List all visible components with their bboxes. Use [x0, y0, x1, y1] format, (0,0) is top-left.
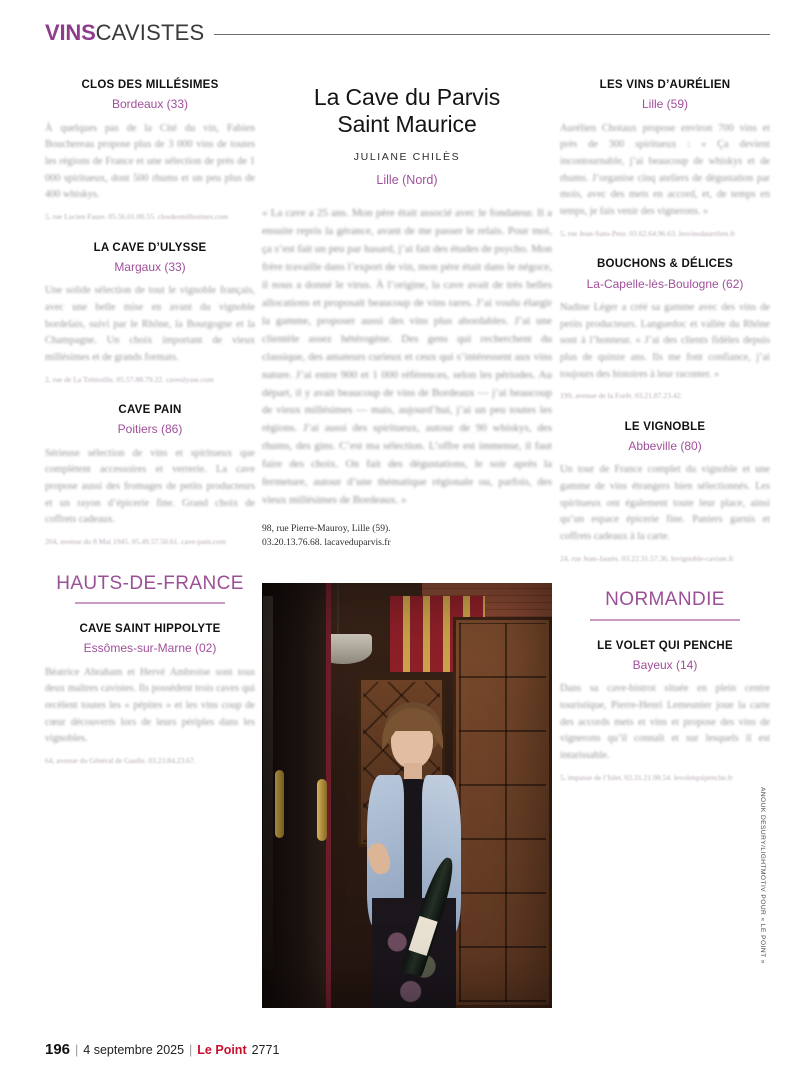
- shop-description: Nadine Léger a créé sa gamme avec des vins de petits producteurs. Languedoc et vallée du Rhône sont à l’honneur. « J’ai des clients fidèles depuis plus de quinze ans. Ils me font confiance, j’ai toujours des histoires à leur raconter. »: [560, 301, 770, 380]
- shop-city: La-Capelle-lès-Boulogne (62): [586, 276, 744, 291]
- footer-date: 4 septembre 2025: [83, 1043, 185, 1057]
- shop-name: LES VINS D’AURÉLIEN: [599, 79, 731, 91]
- shop-city: Bordeaux (33): [111, 97, 189, 112]
- shop-city: Bayeux (14): [632, 657, 698, 672]
- shop-description: Un tour de France complet du vignoble et une gamme de vins étrangers bien sélectionnés. Les spiritueux ont également toute leur place, ainsi qu’un espace épicerie fine. Paniers garnis et coffrets cadeaux à la carte.: [560, 464, 770, 543]
- shop-entry: [45, 241, 255, 386]
- shop-name: LE VIGNOBLE: [624, 420, 706, 433]
- region-divider: [75, 602, 225, 603]
- region-divider: [590, 619, 740, 620]
- shop-description: Aurélien Chotaux propose environ 700 vins et près de 300 spiritueux : « Ça devient incontournable, j’ai beaucoup de whiskys et de rhums. J’organise cinq ateliers de dégustation par mois, avec des mets en accord, et, de temps en temps, je fais venir des vignerons. »: [560, 122, 770, 218]
- left-column: [45, 78, 255, 784]
- shop-entry: [45, 622, 255, 767]
- footer-page-number: 196: [45, 1041, 71, 1058]
- shop-city: Essômes-sur-Marne (02): [83, 641, 217, 656]
- region-name: HAUTS-DE-FRANCE: [56, 572, 244, 594]
- shop-contact: 204, avenue du 8 Mai 1945. 05.49.57.50.61. cave-pain.com: [45, 537, 226, 547]
- feature-title: [262, 84, 552, 137]
- feature-photo: [262, 583, 552, 1008]
- shop-description: À quelques pas de la Cité du vin, Fabien Bouchereau propose plus de 3 000 vins de toutes les régions de France et une sélection de près de 1 000 spiritueux, dont 500 rhums et un peu plus de 400 whiskys.: [45, 122, 255, 201]
- shop-description: Béatrice Abraham et Hervé Ambroise sont tous deux maîtres cavistes. Ils possèdent trois caves qui recèlent toutes les « pépites » et les vins coup de cœur découverts lors de leurs périples dans les vignobles.: [45, 666, 255, 745]
- photo-canvas: [262, 583, 552, 1008]
- shop-city: Margaux (33): [114, 259, 186, 274]
- footer-brand: Le Point: [197, 1043, 247, 1057]
- feature-body: « La cave a 25 ans. Mon père était associé avec le fondateur. Il a ensuite repris la gérance, avant de me passer le relais. Pour moi, ça s’est fait un peu par hasard, j’ai fait des études de psycho. Mon frère travaille dans l’export de vin, mon père était dans le négoce, il nous a donné le virus. À l’origine, la cave avait de très belles allocations et proposait beaucoup de vins rares. J’ai voulu élargir la gamme, proposer aussi des vins plus abordables. J’ai une clientèle assez hétérogène. Des gens qui recherchent du classique, des amateurs curieux et ceux qui s’intéressent aux vins nature. J’ai entre 900 et 1 000 références, selon les périodes. Au départ, il y avait beaucoup de vins de Bordeaux — j’ai beaucoup de vieux millésimes — mais, aujourd’hui, j’ai un peu toutes les régions. J’ai aussi des spiritueux, autour de 90 whiskys, des rhums, des gins. C’est ma sélection. L’offre est immense, il faut faire des choix. On fait des dégustations, le soir après la fermeture, autour d’une thématique régionale ou, parfois, des vieux millésimes de Bordeaux. »: [262, 207, 552, 507]
- masthead: [45, 22, 770, 44]
- shop-city: Poitiers (86): [117, 422, 183, 437]
- shop-city: Lille (59): [641, 97, 689, 112]
- shop-name: LE VOLET QUI PENCHE: [597, 639, 733, 652]
- shop-description: Une solide sélection de tout le vignoble français, avec une belle mise en avant du vignoble bordelais, suivi par le Rhône, la Bourgogne et la Champagne. Un choix important de vieux millésimes et de grands formats.: [45, 285, 255, 363]
- shop-entry: [560, 420, 770, 565]
- shop-name: CAVE SAINT HIPPOLYTE: [79, 622, 221, 635]
- shop-contact: 64, avenue du Général de Gaulle. 03.23.84.23.67.: [45, 755, 196, 765]
- shop-contact: 5, rue Jean-Sans-Peur. 03.62.64.96.63. lesvinsdaurelien.fr: [560, 228, 736, 238]
- shop-city: Abbeville (80): [628, 439, 702, 454]
- footer-separator: |: [189, 1043, 193, 1057]
- shop-name: CLOS DES MILLÉSIMES: [81, 79, 219, 91]
- masthead-word-vins: VINS: [45, 20, 96, 45]
- shop-entry: [45, 78, 255, 223]
- feature-author: JULIANE CHILÈS: [353, 151, 461, 164]
- footer-issue-number: 2771: [251, 1043, 280, 1057]
- shop-entry: [560, 78, 770, 239]
- shop-entry: [45, 403, 255, 548]
- shop-entry: [560, 639, 770, 784]
- feature-title-line-2: Saint Maurice: [337, 110, 477, 137]
- feature-article: [262, 78, 552, 550]
- region-heading-hauts-de-france: [45, 574, 255, 604]
- feature-contact: [262, 522, 552, 550]
- feature-phone-web: 03.20.13.76.68. lacaveduparvis.fr: [262, 536, 391, 548]
- feature-title-line-1: La Cave du Parvis: [313, 84, 501, 110]
- feature-address: 98, rue Pierre-Mauroy, Lille (59).: [262, 523, 391, 535]
- shop-contact: 2, rue de La Trémoille. 05.57.88.79.22. caveulysse.com: [45, 374, 214, 384]
- shop-name: BOUCHONS & DÉLICES: [596, 258, 734, 271]
- shop-entry: [560, 257, 770, 402]
- masthead-word-cavistes: CAVISTES: [95, 20, 205, 45]
- footer-separator: |: [75, 1043, 79, 1057]
- shop-contact: 5, rue Lucien Faure. 05.56.01.00.55. closdesmillesimes.com: [45, 212, 228, 222]
- region-name: NORMANDIE: [605, 589, 725, 611]
- masthead-divider: [214, 34, 770, 35]
- page-footer: [45, 1041, 279, 1058]
- shop-name: CAVE PAIN: [118, 404, 182, 417]
- shop-contact: 199, avenue de la Forêt. 03.21.87.23.42.: [560, 391, 683, 401]
- shop-contact: 24, rue Jean-Jaurès. 03.22.31.57.36. levignoble-caviste.fr: [560, 553, 734, 563]
- page-title: [45, 22, 204, 44]
- feature-city: Lille (Nord): [376, 173, 438, 188]
- shop-contact: 5, impasse de l’Islet. 02.31.21.98.54. levoletquipenche.fr: [560, 772, 733, 782]
- photo-vignette: [262, 583, 552, 1008]
- shop-description: Sérieuse sélection de vins et spiritueux que complètent accessoires et verrerie. La cave propose aussi des fromages de petits producteurs et un rayon d’épicerie fine. Grand choix de coffrets cadeaux.: [45, 447, 255, 526]
- shop-description: Dans sa cave-bistrot située en plein centre touristique, Pierre-Henri Lemeunier joue la carte des accords mets et vins et propose des vins de vignerons qu’il connaît et sur lesquels il est intarissable.: [560, 683, 770, 761]
- region-heading-normandie: [560, 590, 770, 620]
- shop-name: LA CAVE D’ULYSSE: [93, 241, 207, 254]
- photo-credit: ANOUK DESURY/LIGHTMOTIV POUR « LE POINT »: [759, 787, 766, 964]
- right-column: [560, 78, 770, 801]
